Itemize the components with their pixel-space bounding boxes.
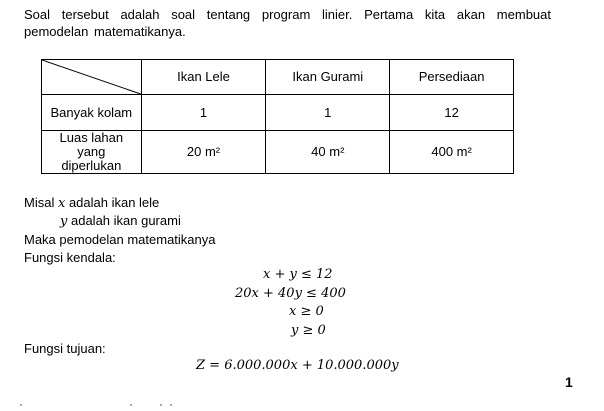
model-line: Maka pemodelan matematikanya [24,232,216,247]
page-bottom-marks [20,402,580,408]
label-line: diperlukan [61,158,122,173]
table-header-cell: Persediaan [390,60,514,95]
intro-paragraph: Soal tersebut adalah soal tentang program linier. Pertama kita akan membuat pemodelan matematikanya. [24,7,551,39]
table-row [42,131,514,174]
misal-y-line [60,213,181,230]
table-cell: 1 [266,95,390,131]
table-header-cell: Ikan Gurami [266,60,390,95]
constraint-3: x ≥ 0 [289,304,324,319]
data-table [41,59,514,174]
table-cell: 400 m² [390,131,514,174]
page-number: 1 [565,374,573,390]
constraint-2: 20x + 40y ≤ 400 [235,286,346,301]
misal-x-text: adalah ikan lele [68,195,160,210]
table-cell: 40 m² [266,131,390,174]
var-x: x [57,196,66,211]
table-row-label [42,131,142,174]
tujuan-label: Fungsi tujuan: [24,341,106,356]
label-line: yang [77,144,106,159]
table-cell: 12 [390,95,514,131]
table-row [42,95,514,131]
table-cell: 20 m² [141,131,266,174]
table-cell: 1 [141,95,266,131]
var-y: y [60,214,68,229]
table-header-cell: Ikan Lele [141,60,266,95]
objective-function: Z = 6.000.000x + 10.000.000y [196,358,399,373]
misal-x-line [24,195,159,212]
diagonal-line [42,60,141,94]
table-row-label: Banyak kolam [42,95,142,131]
label-line: Luas lahan [59,130,124,145]
kendala-label: Fungsi kendala: [24,250,116,265]
table-corner-cell [42,60,142,95]
misal-prefix: Misal [24,195,55,210]
constraint-4: y ≥ 0 [291,323,326,338]
constraint-1: x + y ≤ 12 [263,267,333,282]
misal-y-text: adalah ikan gurami [70,213,181,228]
table-header-row [42,60,514,95]
